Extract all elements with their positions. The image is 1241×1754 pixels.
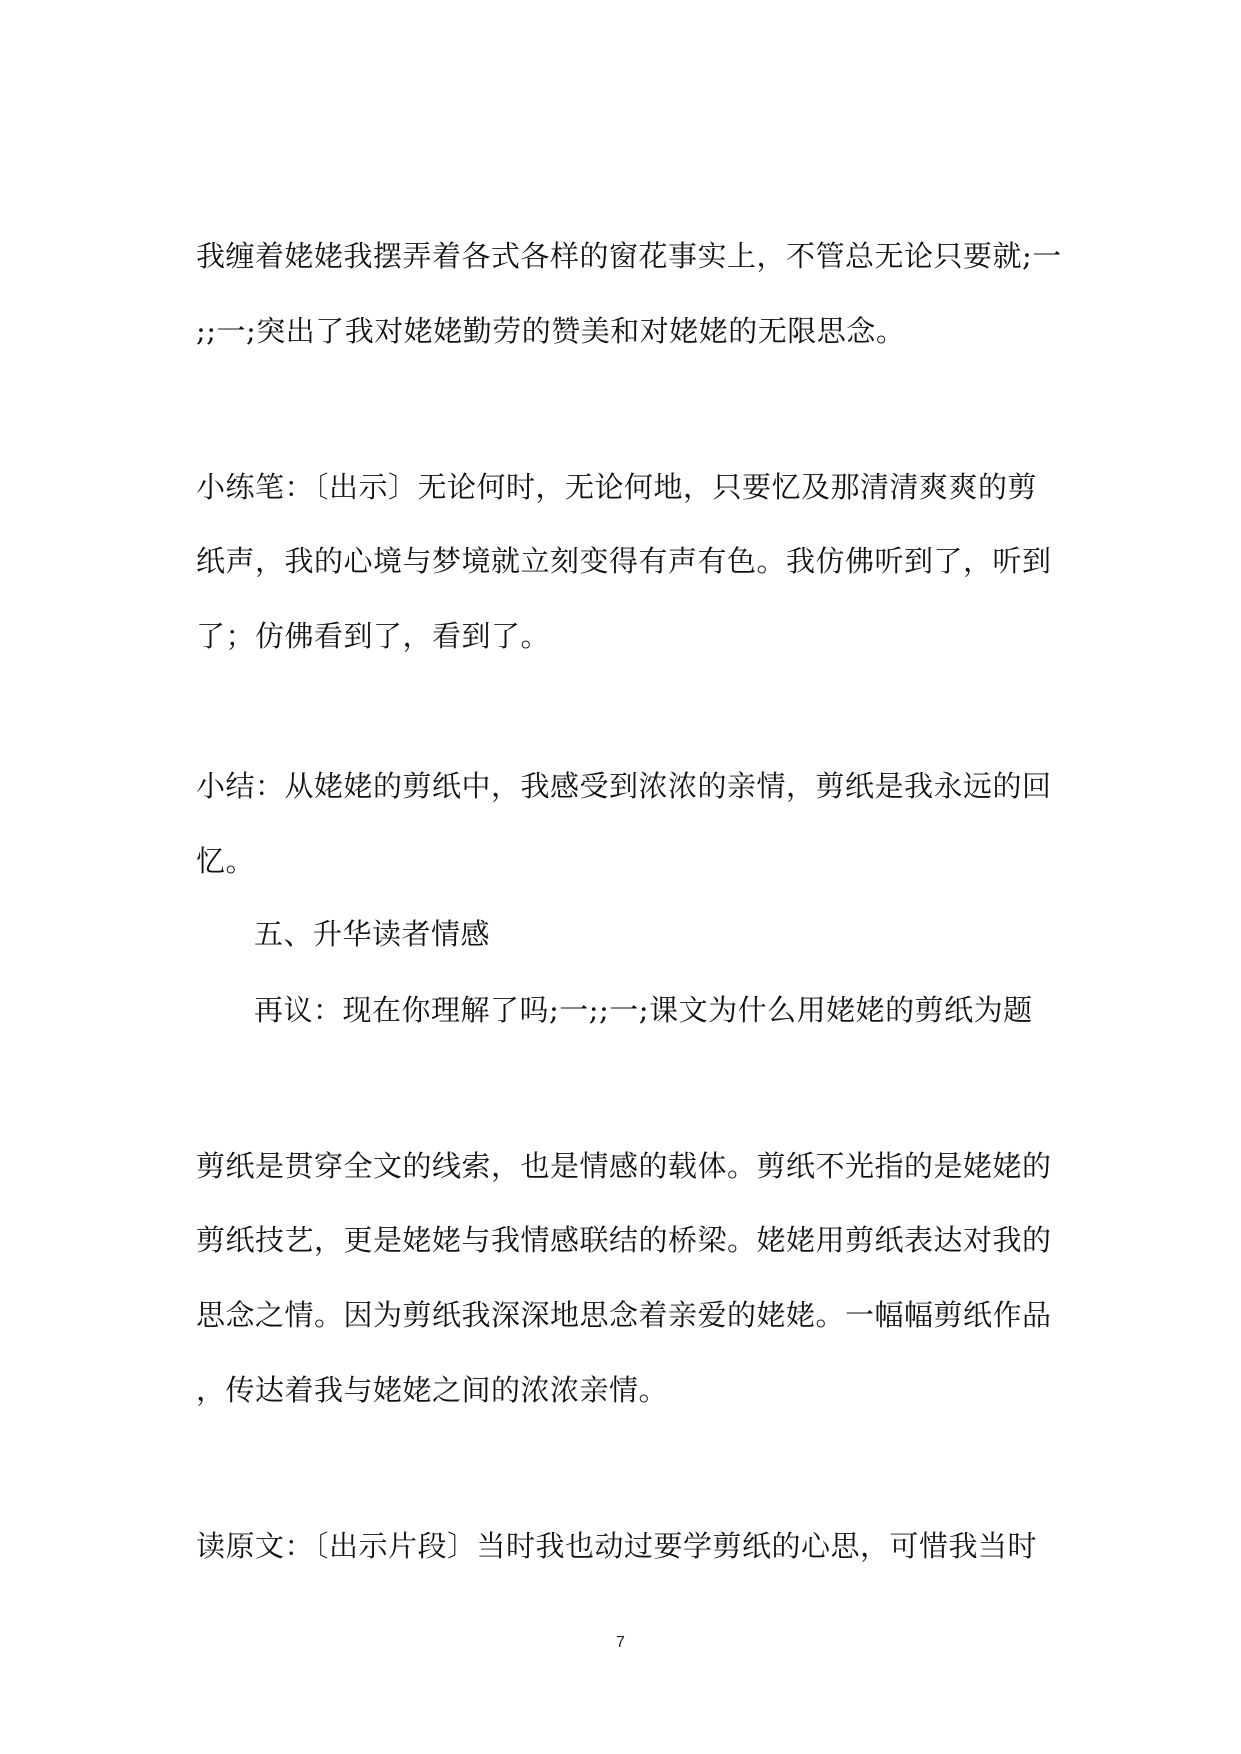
paragraph-line: 小结：从姥姥的剪纸中，我感受到浓浓的亲情，剪纸是我永远的回 [196,769,1052,803]
paragraph-line: 我缠着姥姥我摆弄着各式各样的窗花事实上，不管总无论只要就;一 [196,239,1062,273]
paragraph-line: 再议：现在你理解了吗;一;;一;课文为什么用姥姥的剪纸为题 [254,993,1033,1027]
paragraph-line: 思念之情。因为剪纸我深深地思念着亲爱的姥姥。一幅幅剪纸作品 [196,1298,1052,1332]
paragraph-line: 剪纸是贯穿全文的线索，也是情感的载体。剪纸不光指的是姥姥的 [196,1149,1052,1183]
paragraph-line: 剪纸技艺，更是姥姥与我情感联结的桥梁。姥姥用剪纸表达对我的 [196,1223,1052,1257]
paragraph-line: 忆。 [196,844,256,878]
paragraph-line: ;;一;突出了我对姥姥勤劳的赞美和对姥姥的无限思念。 [196,314,906,348]
paragraph-line: ，传达着我与姥姥之间的浓浓亲情。 [196,1373,669,1407]
paragraph-line: 读原文：〔出示片段〕当时我也动过要学剪纸的心思，可惜我当时 [196,1529,1038,1563]
paragraph-line: 了；仿佛看到了，看到了。 [196,619,551,653]
section-heading: 五、升华读者情感 [254,917,491,951]
paragraph-line: 小练笔：〔出示〕无论何时，无论何地，只要忆及那清清爽爽的剪 [196,470,1038,504]
paragraph-line: 纸声，我的心境与梦境就立刻变得有声有色。我仿佛听到了，听到 [196,544,1052,578]
page-number: 7 [616,1634,625,1651]
